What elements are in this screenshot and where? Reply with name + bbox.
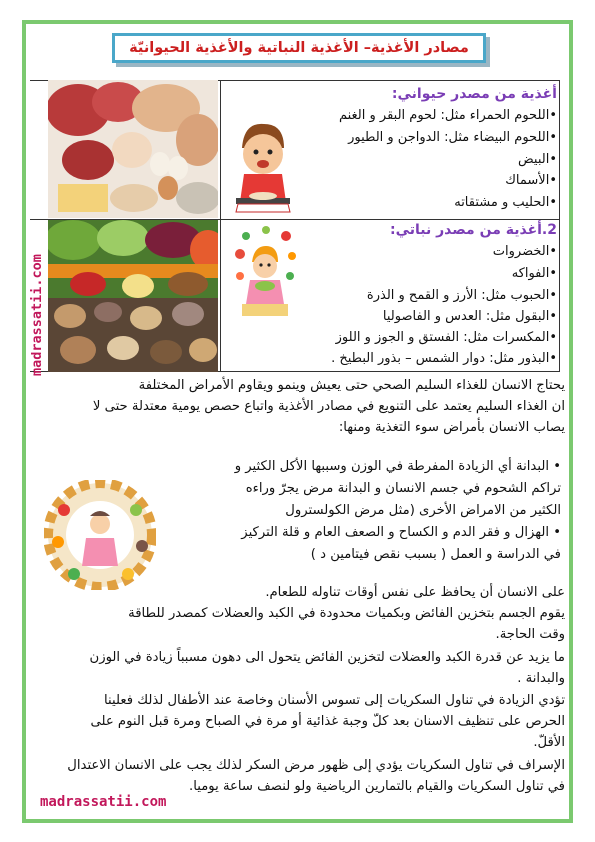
watermark-vertical: madrassatii.com	[29, 254, 45, 376]
advice-line: في تناول السكريات والقيام بالتمارين الرياضية ولو لنصف ساعة يوميا.	[189, 779, 565, 794]
advice-line: يقوم الجسم بتخزين الفائض وبكميات محدودة في الكبد والعضلات كمصدر للطاقة	[128, 606, 565, 621]
advice-line: والبدانة .	[517, 671, 565, 686]
meat-photo	[48, 80, 218, 218]
plant-item: •المكسرات مثل: الفستق و الجوز و اللوز	[335, 330, 557, 345]
plant-item: •الخضروات	[492, 244, 557, 259]
plant-item: •البذور مثل: دوار الشمس – بذور البطيخ .	[331, 351, 557, 366]
malnutrition-bullet	[221, 522, 561, 566]
bullet-dot-icon: •	[549, 525, 561, 540]
plant-sources-heading: 2.أغذية من مصدر نباتي:	[389, 222, 557, 238]
bullet-text: البدانة أي الزيادة المفرطة في الوزن وسببها الأكل الكثير و تراكم الشحوم في جسم الانسان و البدانة مرض يجرّ وراءه الكثير من الامراض الأخرى (مثل مرض الكولسترول	[234, 459, 561, 518]
bullet-text: الهزال و فقر الدم و الكساح و الصعف العام و قلة التركيز في الدراسة و العمل ( بسبب نقص فيتامين د )	[241, 525, 561, 562]
advice-line: على الانسان أن يحافظ على نفس أوقات تناوله للطعام.	[265, 585, 565, 600]
animal-item: •اللحوم البيضاء مثل: الدواجن و الطيور	[348, 130, 557, 145]
animal-item: •الحليب و مشتقاته	[454, 195, 557, 210]
animal-sources-heading: أغذية من مصدر حيواني:	[391, 86, 557, 102]
intro-line: يحتاج الانسان للغذاء السليم الصحي حتى يعيش وينمو ويقاوم الأمراض المختلفة	[138, 378, 565, 393]
advice-line: الأقلّ.	[533, 735, 565, 750]
advice-line: الحرص على تنظيف الاسنان بعد كلّ وجبة غذائية أو مرة في الصباح ومرة قبل النوم على	[90, 714, 565, 729]
watermark-bottom: madrassatii.com	[40, 794, 167, 810]
food-wheel-illustration	[44, 480, 156, 590]
animal-item: •الأسماك	[505, 173, 557, 188]
advice-line: الإسراف في تناول السكريات يؤدي إلى ظهور مرض السكر لذلك يجب على الانسان الاعتدال	[67, 758, 565, 773]
table-divider-vertical	[220, 80, 221, 372]
title-box	[112, 33, 486, 63]
animal-item: •البيض	[517, 152, 557, 167]
table-border-right	[559, 80, 560, 372]
plant-item: •الحبوب مثل: الأرز و القمح و الذرة	[366, 288, 557, 303]
boy-eating-illustration	[232, 118, 294, 216]
vegetables-photo	[48, 220, 218, 298]
page-title: مصادر الأغذية– الأغذية النباتية والأغذية الحيوانيّة	[129, 40, 469, 56]
malnutrition-bullet	[221, 456, 561, 522]
advice-line: ما يزيد عن قدرة الكبد والعضلات لتخزين الفائض يتحول الى دهون مسبباً زيادة في الوزن	[89, 650, 565, 665]
advice-line: تؤدي الزيادة في تناول السكريات إلى تسوس الأسنان وخاصة عند الأطفال لذلك فعلينا	[104, 693, 565, 708]
intro-line: يصاب الانسان بأمراض سوء التغذية ومنها:	[338, 420, 565, 435]
bullet-dot-icon: •	[549, 459, 561, 474]
intro-line: ان الغذاء السليم يعتمد على التنويع في مصادر الأغذية واتباع حصص يومية معتدلة حتى لا	[92, 399, 565, 414]
girl-vegetables-illustration	[232, 224, 298, 320]
advice-line: وقت الحاجة.	[495, 627, 565, 642]
animal-item: •اللحوم الحمراء مثل: لحوم البقر و الغنم	[338, 108, 557, 123]
plant-item: •البقول مثل: العدس و الفاصوليا	[382, 309, 557, 324]
nuts-photo	[48, 298, 218, 372]
plant-item: •الفواكه	[511, 266, 557, 281]
